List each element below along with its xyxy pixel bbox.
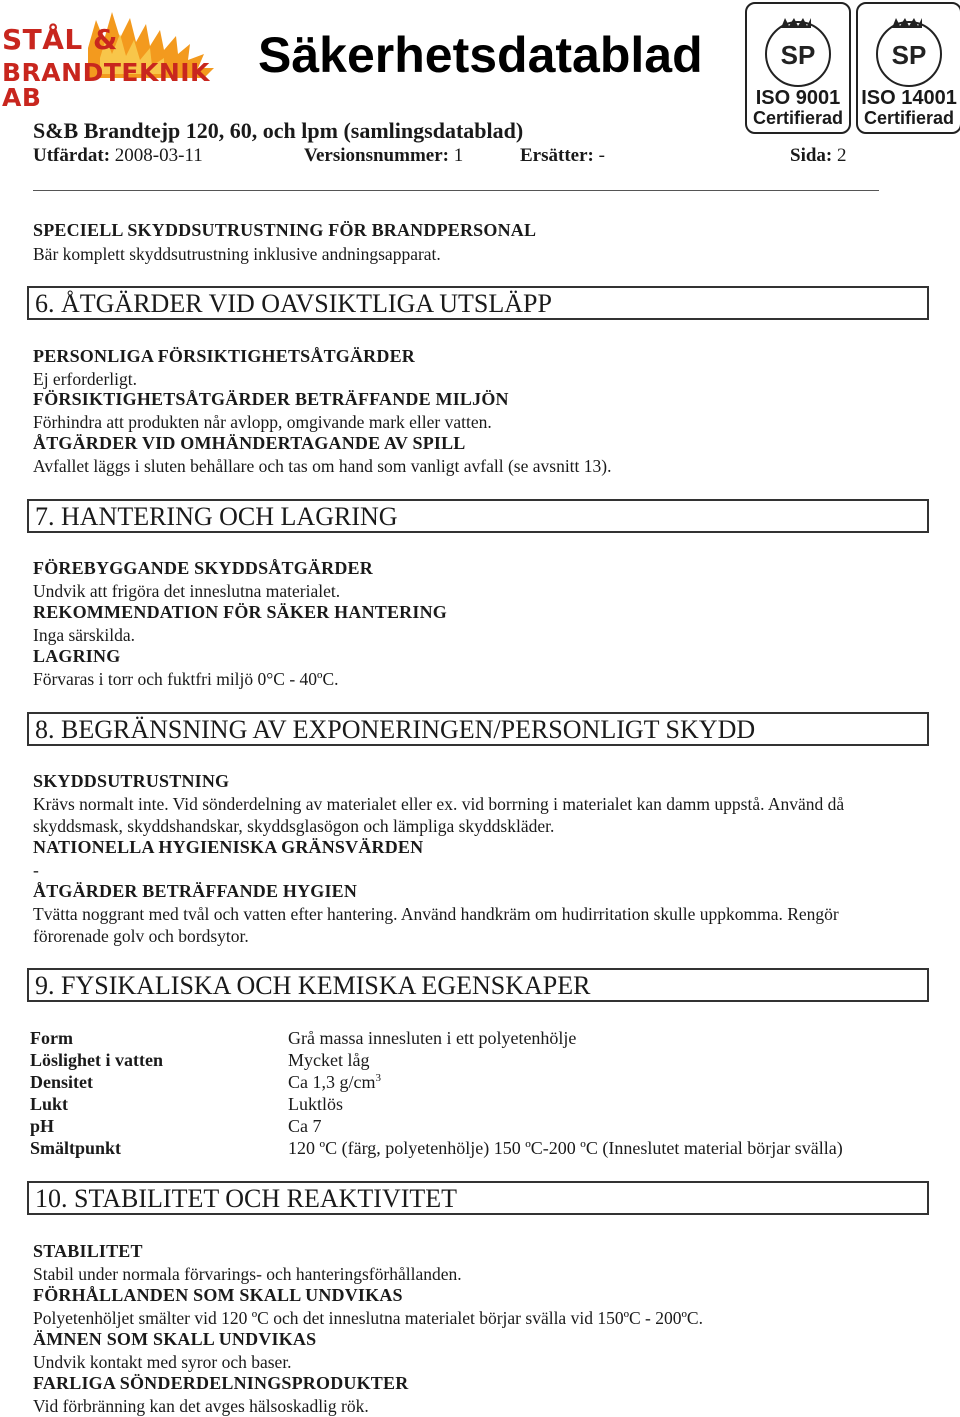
- s8-heading-1: SKYDDSUTRUSTNING: [33, 771, 230, 791]
- s6-heading-2: FÖRSIKTIGHETSÅTGÄRDER BETRÄFFANDE MILJÖN: [33, 389, 509, 409]
- prop-value-melting-point: 120 ºC (färg, polyetenhölje) 150 ºC-200 ºC (Inneslutet material börjar svälla): [288, 1138, 843, 1158]
- replaces-value: -: [598, 145, 605, 166]
- cert2-line1: ISO 14001: [861, 87, 957, 109]
- s7-text-2: Inga särskilda.: [33, 625, 136, 645]
- section-6-title: 6. ÅTGÄRDER VID OAVSIKTLIGA UTSLÄPP: [35, 289, 552, 318]
- section-7-title: 7. HANTERING OCH LAGRING: [35, 502, 398, 531]
- cert1-line2: Certifierad: [752, 108, 844, 128]
- replaces: [520, 145, 605, 167]
- prop-value-solubility: Mycket låg: [288, 1050, 370, 1070]
- issued-value: 2008-03-11: [114, 145, 203, 166]
- s7-text-3: Förvaras i torr och fuktfri miljö 0°C - 40ºC.: [33, 669, 339, 689]
- section-9-title: 9. FYSIKALISKA OCH KEMISKA EGENSKAPER: [35, 971, 591, 1000]
- s10-heading-1: STABILITET: [33, 1241, 143, 1261]
- s8-heading-3: ÅTGÄRDER BETRÄFFANDE HYGIEN: [33, 881, 358, 901]
- prop-label-solubility: Löslighet i vatten: [30, 1050, 163, 1070]
- section-10-title: 10. STABILITET OCH REAKTIVITET: [35, 1184, 458, 1213]
- sp-seal-icon: [858, 4, 960, 94]
- section-8-title: 8. BEGRÄNSNING AV EXPONERINGEN/PERSONLIGT SKYDD: [35, 715, 756, 744]
- issued-label: Utfärdat:: [33, 145, 111, 166]
- s6-heading-1: PERSONLIGA FÖRSIKTIGHETSÅTGÄRDER: [33, 346, 415, 366]
- logo-text-line1: STÅL &: [2, 23, 118, 56]
- s8-text-3a: Tvätta noggrant med tvål och vatten efter hantering. Använd handkräm om hudirritation skulle uppkomma. Rengör: [33, 904, 839, 924]
- iso9001-certificate-badge: [745, 2, 851, 134]
- s7-heading-3: LAGRING: [33, 646, 121, 666]
- cert1-line1: ISO 9001: [755, 87, 841, 109]
- sp-badge-text: SP: [780, 40, 816, 70]
- s10-heading-4: FARLIGA SÖNDERDELNINGSPRODUKTER: [33, 1373, 409, 1393]
- density-exponent: 3: [375, 1072, 381, 1084]
- s8-text-1a: Krävs normalt inte. Vid sönderdelning av materialet eller ex. vid borrning i materialet kan damm uppstå. Använd då: [33, 794, 845, 814]
- page-label: Sida:: [790, 145, 833, 166]
- s8-heading-2: NATIONELLA HYGIENISKA GRÄNSVÄRDEN: [33, 837, 424, 857]
- cert2-line2: Certifierad: [863, 108, 955, 128]
- s7-heading-1: FÖREBYGGANDE SKYDDSÅTGÄRDER: [33, 558, 373, 578]
- issued-date: [33, 145, 203, 167]
- document-title: Säkerhetsdatablad: [258, 27, 703, 83]
- prop-value-form: Grå massa innesluten i ett polyetenhölje: [288, 1028, 577, 1048]
- version-label: Versionsnummer:: [304, 145, 449, 166]
- section-10-header: [27, 1181, 929, 1215]
- s7-text-1: Undvik att frigöra det inneslutna materialet.: [33, 581, 341, 601]
- s10-heading-2: FÖRHÅLLANDEN SOM SKALL UNDVIKAS: [33, 1285, 403, 1305]
- s10-text-3: Undvik kontakt med syror och baser.: [33, 1352, 292, 1372]
- iso14001-certificate-badge: [856, 2, 960, 134]
- prop-label-odor: Lukt: [30, 1094, 69, 1114]
- prop-value-density: [288, 1072, 381, 1093]
- s10-text-4: Vid förbränning kan det avges hälsoskadlig rök.: [33, 1396, 369, 1416]
- s6-heading-3: ÅTGÄRDER VID OMHÄNDERTAGANDE AV SPILL: [33, 433, 466, 453]
- page-number: [790, 145, 847, 167]
- section-6-header: [27, 286, 929, 320]
- sp-seal-icon: [747, 4, 849, 94]
- prop-label-melting-point: Smältpunkt: [30, 1138, 122, 1158]
- s8-text-1b: skyddsmask, skyddshandskar, skyddsglasögon och lämpliga skyddskläder.: [33, 816, 555, 836]
- prop-label-form: Form: [30, 1028, 73, 1048]
- prop-value-ph: Ca 7: [288, 1116, 322, 1136]
- s10-text-1: Stabil under normala förvarings- och hanteringsförhållanden.: [33, 1264, 462, 1284]
- intro-heading: SPECIELL SKYDDSUTRUSTNING FÖR BRANDPERSONAL: [33, 220, 537, 240]
- product-name: S&B Brandtejp 120, 60, och lpm (samlingsdatablad): [33, 118, 524, 143]
- sp-badge-text: SP: [891, 40, 927, 70]
- s6-text-3: Avfallet läggs i sluten behållare och tas om hand som vanligt avfall (se avsnitt 13).: [33, 456, 612, 476]
- s10-heading-3: ÄMNEN SOM SKALL UNDVIKAS: [33, 1329, 317, 1349]
- s7-heading-2: REKOMMENDATION FÖR SÄKER HANTERING: [33, 602, 447, 622]
- company-logo: [0, 8, 220, 112]
- section-7-header: [27, 499, 929, 533]
- intro-text: Bär komplett skyddsutrustning inklusive andningsapparat.: [33, 244, 441, 264]
- prop-value-odor: Luktlös: [288, 1094, 344, 1114]
- s6-text-1: Ej erforderligt.: [33, 369, 137, 389]
- density-value-text: Ca 1,3 g/cm: [288, 1072, 376, 1092]
- header-divider: [33, 190, 879, 191]
- section-8-header: [27, 712, 929, 746]
- prop-label-ph: pH: [30, 1116, 55, 1136]
- version-value: 1: [453, 145, 464, 166]
- prop-label-density: Densitet: [30, 1072, 93, 1092]
- logo-text-line2: BRANDTEKNIK AB: [2, 58, 210, 112]
- page-value: 2: [837, 145, 847, 166]
- s10-text-2: Polyetenhöljet smälter vid 120 ºC och det inneslutna materialet börjar svälla vid 150ºC - 200ºC.: [33, 1308, 703, 1328]
- section-9-header: [27, 968, 929, 1002]
- replaces-label: Ersätter:: [520, 145, 594, 166]
- s8-text-3b: förorenade golv och bordsytor.: [33, 926, 249, 946]
- s8-text-2: -: [33, 860, 39, 880]
- version-number: [304, 145, 463, 167]
- s6-text-2: Förhindra att produkten når avlopp, omgivande mark eller vatten.: [33, 412, 492, 432]
